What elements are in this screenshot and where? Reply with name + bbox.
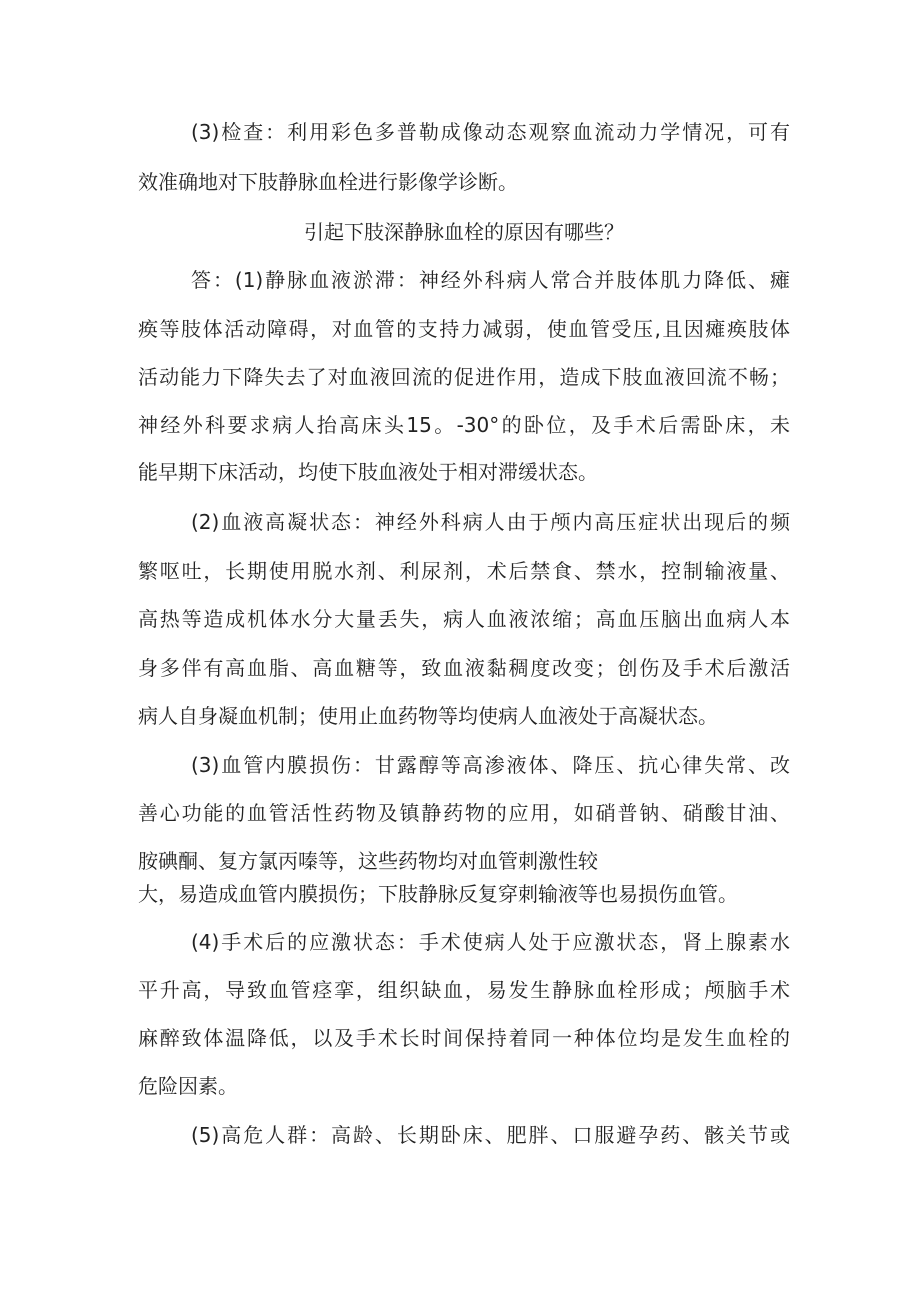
- paragraph-line: 胺碘酮、复方氯丙嗪等，这些药物均对血管刺激性较: [138, 849, 598, 873]
- paragraph-line: 神经外科要求病人抬高床头15。-30°的卧位，及手术后需卧床，未: [138, 413, 790, 437]
- paragraph-line: 危险因素。: [138, 1074, 238, 1098]
- paragraph-line: 答：(1)静脉血液淤滞：神经外科病人常合并肢体肌力降低、瘫: [191, 268, 790, 292]
- paragraph-line: (3)血管内膜损伤：甘露醇等高渗液体、降压、抗心律失常、改: [191, 753, 790, 777]
- paragraph-line: 能早期下床活动，均使下肢血液处于相对滞缓状态。: [138, 460, 598, 484]
- paragraph-line: 繁呕吐，长期使用脱水剂、利尿剂，术后禁食、禁水，控制输液量、: [138, 559, 790, 583]
- paragraph-line: 身多伴有高血脂、高血糖等，致血液黏稠度改变；创伤及手术后激活: [138, 656, 790, 680]
- paragraph-line: (4)手术后的应激状态：手术使病人处于应激状态，肾上腺素水: [191, 930, 790, 954]
- paragraph-line: 痪等肢体活动障碍，对血管的支持力减弱，使血管受压,且因瘫痪肢体: [138, 317, 790, 341]
- paragraph-line: 善心功能的血管活性药物及镇静药物的应用，如硝普钠、硝酸甘油、: [138, 801, 790, 825]
- paragraph-line: 高热等造成机体水分大量丢失，病人血液浓缩；高血压脑出血病人本: [138, 607, 790, 631]
- paragraph-line: 麻醉致体温降低，以及手术长时间保持着同一种体位均是发生血栓的: [138, 1026, 790, 1050]
- paragraph-line: (2)血液高凝状态：神经外科病人由于颅内高压症状出现后的频: [191, 510, 790, 534]
- section-heading: 引起下肢深静脉血栓的原因有哪些？: [304, 220, 624, 244]
- paragraph-line: (3)检查：利用彩色多普勒成像动态观察血流动力学情况，可有: [191, 120, 790, 144]
- paragraph-line: 活动能力下降失去了对血液回流的促进作用，造成下肢血液回流不畅；: [138, 365, 790, 389]
- paragraph-line: (5)高危人群：高龄、长期卧床、肥胖、口服避孕药、骸关节或: [191, 1123, 790, 1147]
- paragraph-line: 病人自身凝血机制；使用止血药物等均使病人血液处于高凝状态。: [138, 704, 718, 728]
- paragraph-line: 效准确地对下肢静脉血栓进行影像学诊断。: [138, 170, 518, 194]
- paragraph-line: 平升高，导致血管痉挛，组织缺血，易发生静脉血栓形成；颅脑手术: [138, 978, 790, 1002]
- paragraph-line: 大，易造成血管内膜损伤；下肢静脉反复穿刺输液等也易损伤血管。: [138, 882, 738, 906]
